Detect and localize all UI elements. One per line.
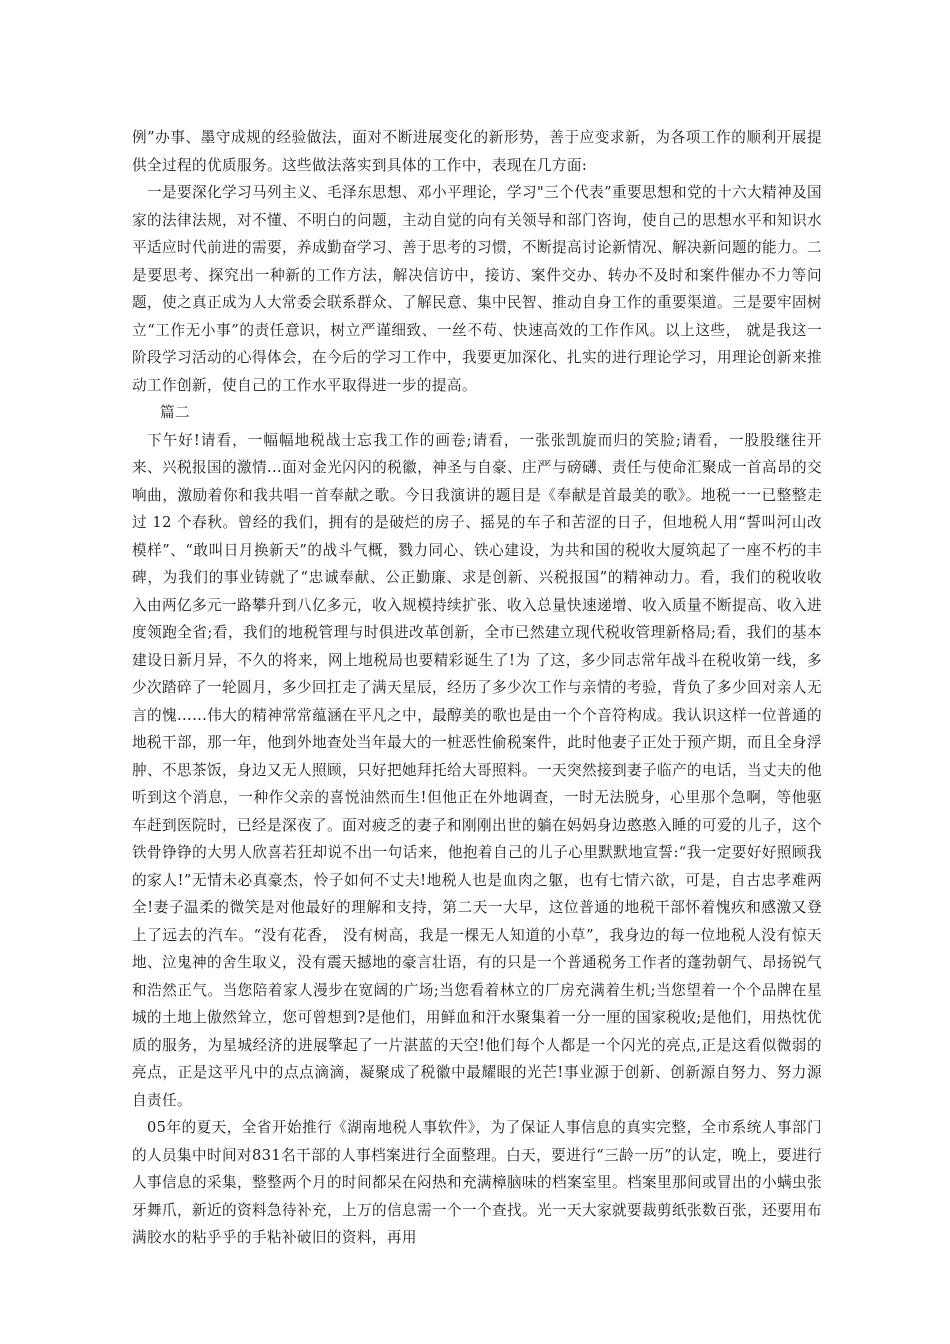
paragraph-speech: 下午好!请看，一幅幅地税战士忘我工作的画卷;请看，一张张凯旋而归的笑脸;请看，一股股继往开来、兴税报国的激情...面对金光闪闪的税徽，神圣与自豪、庄严与磅礴、责任与使命汇聚成一首高昂的交响曲，激励着你和我共唱一首奉献之歌。今日我演讲的题目是《奉献是首最美的歌》。地税一一已整整走过 12 个春秋。曾经的我们，拥有的是破烂的房子、摇晃的车子和苦涩的日子，但地税人用“誓叫河山改模样”、“敢叫日月换新天”的战斗气概，戮力同心、铁心建设，为共和国的税收大厦筑起了一座不朽的丰碑，为我们的事业铸就了“忠诚奉献、公正勤廉、求是创新、兴税报国”的精神动力。看，我们的税收收入由两亿多元一路攀升到八亿多元，收入规模持续扩张、收入总量快速递增、收入质量不断提高、收入进度领跑全省;看，我们的地税管理与时俱进改革创新，全市已然建立现代税收管理新格局;看，我们的基本建设日新月异，不久的将来，网上地税局也要精彩诞生了!为 了这，多少同志常年战斗在税收第一线，多少次踏碎了一轮圆月，多少回扛走了满天星辰，经历了多少次工作与亲情的考验，背负了多少回对亲人无言的愧......伟大的精神常常蕴涵在平凡之中，最醇美的歌也是由一个个音符构成。我认识这样一位普通的地税干部，那一年，他到外地查处当年最大的一桩恶性偷税案件，此时他妻子正处于预产期，而且全身浮肿、不思茶饭，身边又无人照顾，只好把她拜托给大哥照料。一天突然接到妻子临产的电话，当丈夫的他听到这个消息，一种作父亲的喜悦油然而生!但他正在外地调查，一时无法脱身，心里那个急啊，等他驱车赶到医院时，已经是深夜了。面对疲乏的妻子和刚刚出世的躺在妈妈身边憨憨入睡的可爱的儿子，这个铁骨铮铮的大男人欣喜若狂却说不出一句话来，他抱着自己的儿子心里默默地宣誓:“我一定要好好照顾我的家人!”无情未必真豪杰，怜子如何不丈夫!地税人也是血肉之躯，也有七情六欲，可是，自古忠孝难两全!妻子温柔的微笑是对他最好的理解和支持，第二天一大早，这位普通的地税干部怀着愧疚和感激又登上了远去的汽车。“没有花香， 没有树高，我是一棵无人知道的小草”，我身边的每一位地税人没有惊天地、泣鬼神的舍生取义，没有震天撼地的豪言壮语，有的只是一个普通税务工作者的蓬勃朝气、昂扬锐气和浩然正气。当您陪着家人漫步在宽阔的广场;当您看着林立的厂房充满着生机;当您望着一个个品牌在星城的土地上傲然耸立，您可曾想到?是他们，用鲜血和汗水聚集着一分一厘的国家税收;是他们，用热忱优质的服务，为星城经济的进展擎起了一片湛蓝的天空!他们每个人都是一个闪光的亮点,正是这看似微弱的亮点，正是这平凡中的点点滴滴，凝聚成了税徽中最耀眼的光芒!事业源于创新、创新源自努力、努力源自责任。 xyxy=(132,431,822,1109)
section-heading: 篇二 xyxy=(160,404,190,421)
paragraph-2005-summer: 05年的夏天，全省开始推行《湖南地税人事软件》，为了保证人事信息的真实完整，全市系统人事部门的人员集中时间对831名干部的人事档案进行全面整理。白天，要进行“三龄一历”的认定，晚上，要进行人事信息的采集，整整两个月的时间都呆在闷热和充满樟脑味的档案室里。档案里那间或冒出的小螨虫张牙舞爪，新近的资料急待补充，上万的信息需一个一个查找。光一天大家就要裁剪纸张数百张，还要用布满胶水的粘乎乎的手粘补破旧的资料，再用 xyxy=(132,1119,822,1246)
paragraph-study-points: 一是要深化学习马列主义、毛泽东思想、邓小平理论，学习"三个代表”重要思想和党的十六大精神及国家的法律法规，对不懂、不明白的问题，主动自觉的向有关领导和部门咨询，使自己的思想水平和知识水平适应时代前进的需要，养成勤奋学习、善于思考的习惯，不断提高讨论新情况、解决新问题的能力。二是要思考、探究出一种新的工作方法，解决信访中，接访、案件交办、转办不及时和案件催办不力等问题，使之真正成为人大常委会联系群众、了解民意、集中民智、推动自身工作的重要渠道。三是要牢固树立“工作无小事”的责任意识，树立严谨细致、一丝不苟、快速高效的工作作风。以上这些， 就是我这一阶段学习活动的心得体会，在今后的学习工作中，我要更加深化、扎实的进行理论学习，用理论创新来推动工作创新，使自己的工作水平取得进一步的提高。 xyxy=(132,184,822,394)
paragraph-continued-text: 例”办事、墨守成规的经验做法，面对不断进展变化的新形势，善于应变求新，为各项工作的顺利开展提供全过程的优质服务。这些做法落实到具体的工作中，表现在几方面: xyxy=(132,129,822,174)
document-body xyxy=(132,124,822,1252)
